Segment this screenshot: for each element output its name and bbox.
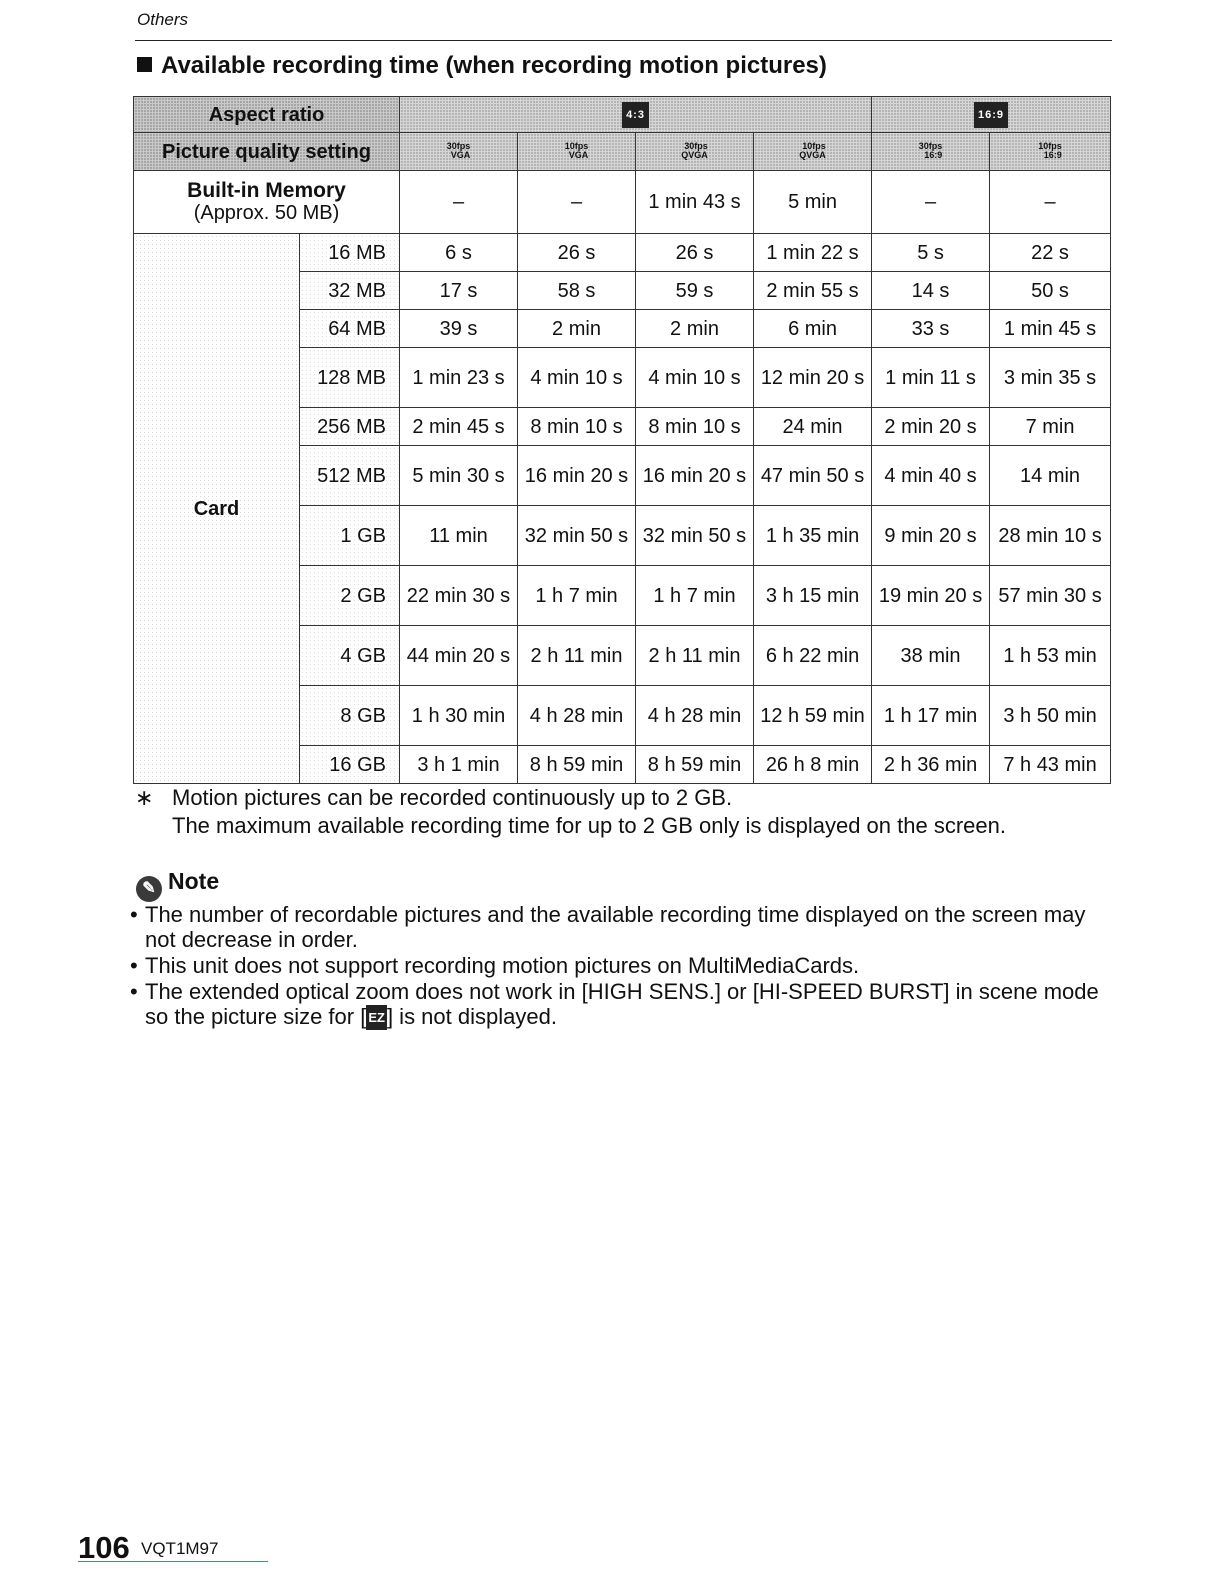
pencil-icon: ✎ (136, 876, 162, 902)
card-size-cell: 128 MB (300, 348, 400, 408)
note-list (130, 902, 1110, 1031)
time-cell: 3 min 35 s (990, 348, 1111, 408)
note-heading (136, 868, 219, 902)
page-heading (137, 52, 827, 80)
time-cell: 1 min 11 s (872, 348, 990, 408)
footnote-line: The maximum available recording time for up to 2 GB only is displayed on the screen. (172, 813, 1006, 838)
note-title: Note (168, 868, 220, 894)
quality-mode-cell (518, 133, 636, 171)
time-cell: 4 min 10 s (636, 348, 754, 408)
card-size-cell: 16 GB (300, 746, 400, 784)
time-cell: 1 h 7 min (518, 566, 636, 626)
time-cell: 4 h 28 min (518, 686, 636, 746)
note-item: • The extended optical zoom does not work in [HIGH SENS.] or [HI-SPEED BURST] in scene mode so the picture size for [ EZ] is not displayed. (130, 979, 1099, 1029)
time-cell: 2 min 55 s (754, 272, 872, 310)
time-cell: 4 h 28 min (636, 686, 754, 746)
heading-text: Available recording time (when recording motion pictures) (161, 52, 827, 79)
quality-qvga-30-icon: 30fps QVGA (681, 140, 708, 160)
card-size-cell: 32 MB (300, 272, 400, 310)
card-label: Card (134, 234, 300, 784)
header-rule (135, 40, 1112, 41)
time-cell: 4 min 10 s (518, 348, 636, 408)
time-cell: 22 min 30 s (400, 566, 518, 626)
time-cell: 59 s (636, 272, 754, 310)
time-cell: 1 min 22 s (754, 234, 872, 272)
time-cell: 1 h 7 min (636, 566, 754, 626)
page-number: 106 (78, 1530, 130, 1565)
time-cell: 1 min 45 s (990, 310, 1111, 348)
aspect-ratio-label: Aspect ratio (134, 97, 400, 133)
time-cell: 3 h 50 min (990, 686, 1111, 746)
time-cell: 22 s (990, 234, 1111, 272)
note-item: • The number of recordable pictures and the available recording time displayed on the screen may not decrease in order. (130, 902, 1086, 952)
time-cell: 2 h 11 min (636, 626, 754, 686)
time-cell: 5 min (754, 171, 872, 234)
card-size-cell: 256 MB (300, 408, 400, 446)
quality-mode-cell (400, 133, 518, 171)
time-cell: 8 min 10 s (518, 408, 636, 446)
time-cell: 7 min (990, 408, 1111, 446)
recording-time-table (133, 96, 1111, 784)
time-cell: 12 min 20 s (754, 348, 872, 408)
time-cell: 1 h 35 min (754, 506, 872, 566)
time-cell: 7 h 43 min (990, 746, 1111, 784)
builtin-memory-label: Built-in Memory (Approx. 50 MB) (134, 171, 400, 234)
time-cell: 5 min 30 s (400, 446, 518, 506)
time-cell: 17 s (400, 272, 518, 310)
aspect-16-9-cell (872, 97, 1111, 133)
time-cell: 1 min 23 s (400, 348, 518, 408)
time-cell: 5 s (872, 234, 990, 272)
aspect-4-3-icon: 4:3 (622, 102, 649, 128)
time-cell: 44 min 20 s (400, 626, 518, 686)
time-cell: 32 min 50 s (518, 506, 636, 566)
time-cell: 2 min 20 s (872, 408, 990, 446)
time-cell: 8 h 59 min (636, 746, 754, 784)
footer-rule (78, 1561, 268, 1562)
time-cell: 39 s (400, 310, 518, 348)
time-cell: 1 h 53 min (990, 626, 1111, 686)
card-size-cell: 8 GB (300, 686, 400, 746)
time-cell: 33 s (872, 310, 990, 348)
time-cell: 6 h 22 min (754, 626, 872, 686)
time-cell: 12 h 59 min (754, 686, 872, 746)
quality-mode-cell (990, 133, 1111, 171)
quality-mode-cell (754, 133, 872, 171)
quality-vga-30-icon: 30fps VGA (446, 140, 471, 160)
time-cell: 11 min (400, 506, 518, 566)
time-cell: 58 s (518, 272, 636, 310)
time-cell: 26 s (518, 234, 636, 272)
quality-setting-label: Picture quality setting (134, 133, 400, 171)
square-bullet-icon (137, 57, 152, 72)
time-cell: 28 min 10 s (990, 506, 1111, 566)
card-row (134, 234, 1111, 272)
aspect-row (134, 97, 1111, 133)
time-cell: 2 h 36 min (872, 746, 990, 784)
time-cell: 8 h 59 min (518, 746, 636, 784)
time-cell: 2 min 45 s (400, 408, 518, 446)
quality-row (134, 133, 1111, 171)
time-cell: 2 min (636, 310, 754, 348)
time-cell: 1 h 30 min (400, 686, 518, 746)
time-cell: 3 h 1 min (400, 746, 518, 784)
asterisk-mark: ∗ (135, 785, 154, 810)
time-cell: 14 s (872, 272, 990, 310)
time-cell: – (990, 171, 1111, 234)
time-cell: – (400, 171, 518, 234)
time-cell: 4 min 40 s (872, 446, 990, 506)
time-cell: 57 min 30 s (990, 566, 1111, 626)
aspect-4-3-cell (400, 97, 872, 133)
note-item: • This unit does not support recording motion pictures on MultiMediaCards. (130, 953, 860, 978)
aspect-16-9-icon: 16:9 (974, 102, 1008, 128)
footnote-line: Motion pictures can be recorded continuously up to 2 GB. (172, 785, 733, 810)
quality-qvga-10-icon: 10fps QVGA (799, 140, 826, 160)
card-size-cell: 2 GB (300, 566, 400, 626)
time-cell: 24 min (754, 408, 872, 446)
time-cell: – (872, 171, 990, 234)
time-cell: 16 min 20 s (636, 446, 754, 506)
builtin-memory-row (134, 171, 1111, 234)
time-cell: 50 s (990, 272, 1111, 310)
time-cell: 32 min 50 s (636, 506, 754, 566)
time-cell: 6 min (754, 310, 872, 348)
card-size-cell: 4 GB (300, 626, 400, 686)
time-cell: 26 s (636, 234, 754, 272)
card-size-cell: 512 MB (300, 446, 400, 506)
quality-mode-cell (872, 133, 990, 171)
section-label: Others (137, 10, 189, 29)
document-code: VQT1M97 (141, 1539, 219, 1558)
time-cell: 19 min 20 s (872, 566, 990, 626)
card-size-cell: 1 GB (300, 506, 400, 566)
quality-mode-cell (636, 133, 754, 171)
time-cell: 3 h 15 min (754, 566, 872, 626)
time-cell: 1 min 43 s (636, 171, 754, 234)
time-cell: – (518, 171, 636, 234)
time-cell: 47 min 50 s (754, 446, 872, 506)
time-cell: 6 s (400, 234, 518, 272)
time-cell: 16 min 20 s (518, 446, 636, 506)
quality-wide-10-icon: 10fps 16:9 (1038, 140, 1062, 160)
time-cell: 8 min 10 s (636, 408, 754, 446)
quality-vga-10-icon: 10fps VGA (564, 140, 589, 160)
time-cell: 1 h 17 min (872, 686, 990, 746)
time-cell: 14 min (990, 446, 1111, 506)
time-cell: 2 h 11 min (518, 626, 636, 686)
time-cell: 38 min (872, 626, 990, 686)
card-size-cell: 64 MB (300, 310, 400, 348)
time-cell: 9 min 20 s (872, 506, 990, 566)
quality-wide-30-icon: 30fps 16:9 (918, 140, 943, 160)
time-cell: 26 h 8 min (754, 746, 872, 784)
card-size-cell: 16 MB (300, 234, 400, 272)
extended-zoom-icon: EZ (366, 1005, 387, 1030)
card-rows (134, 234, 1111, 784)
time-cell: 2 min (518, 310, 636, 348)
